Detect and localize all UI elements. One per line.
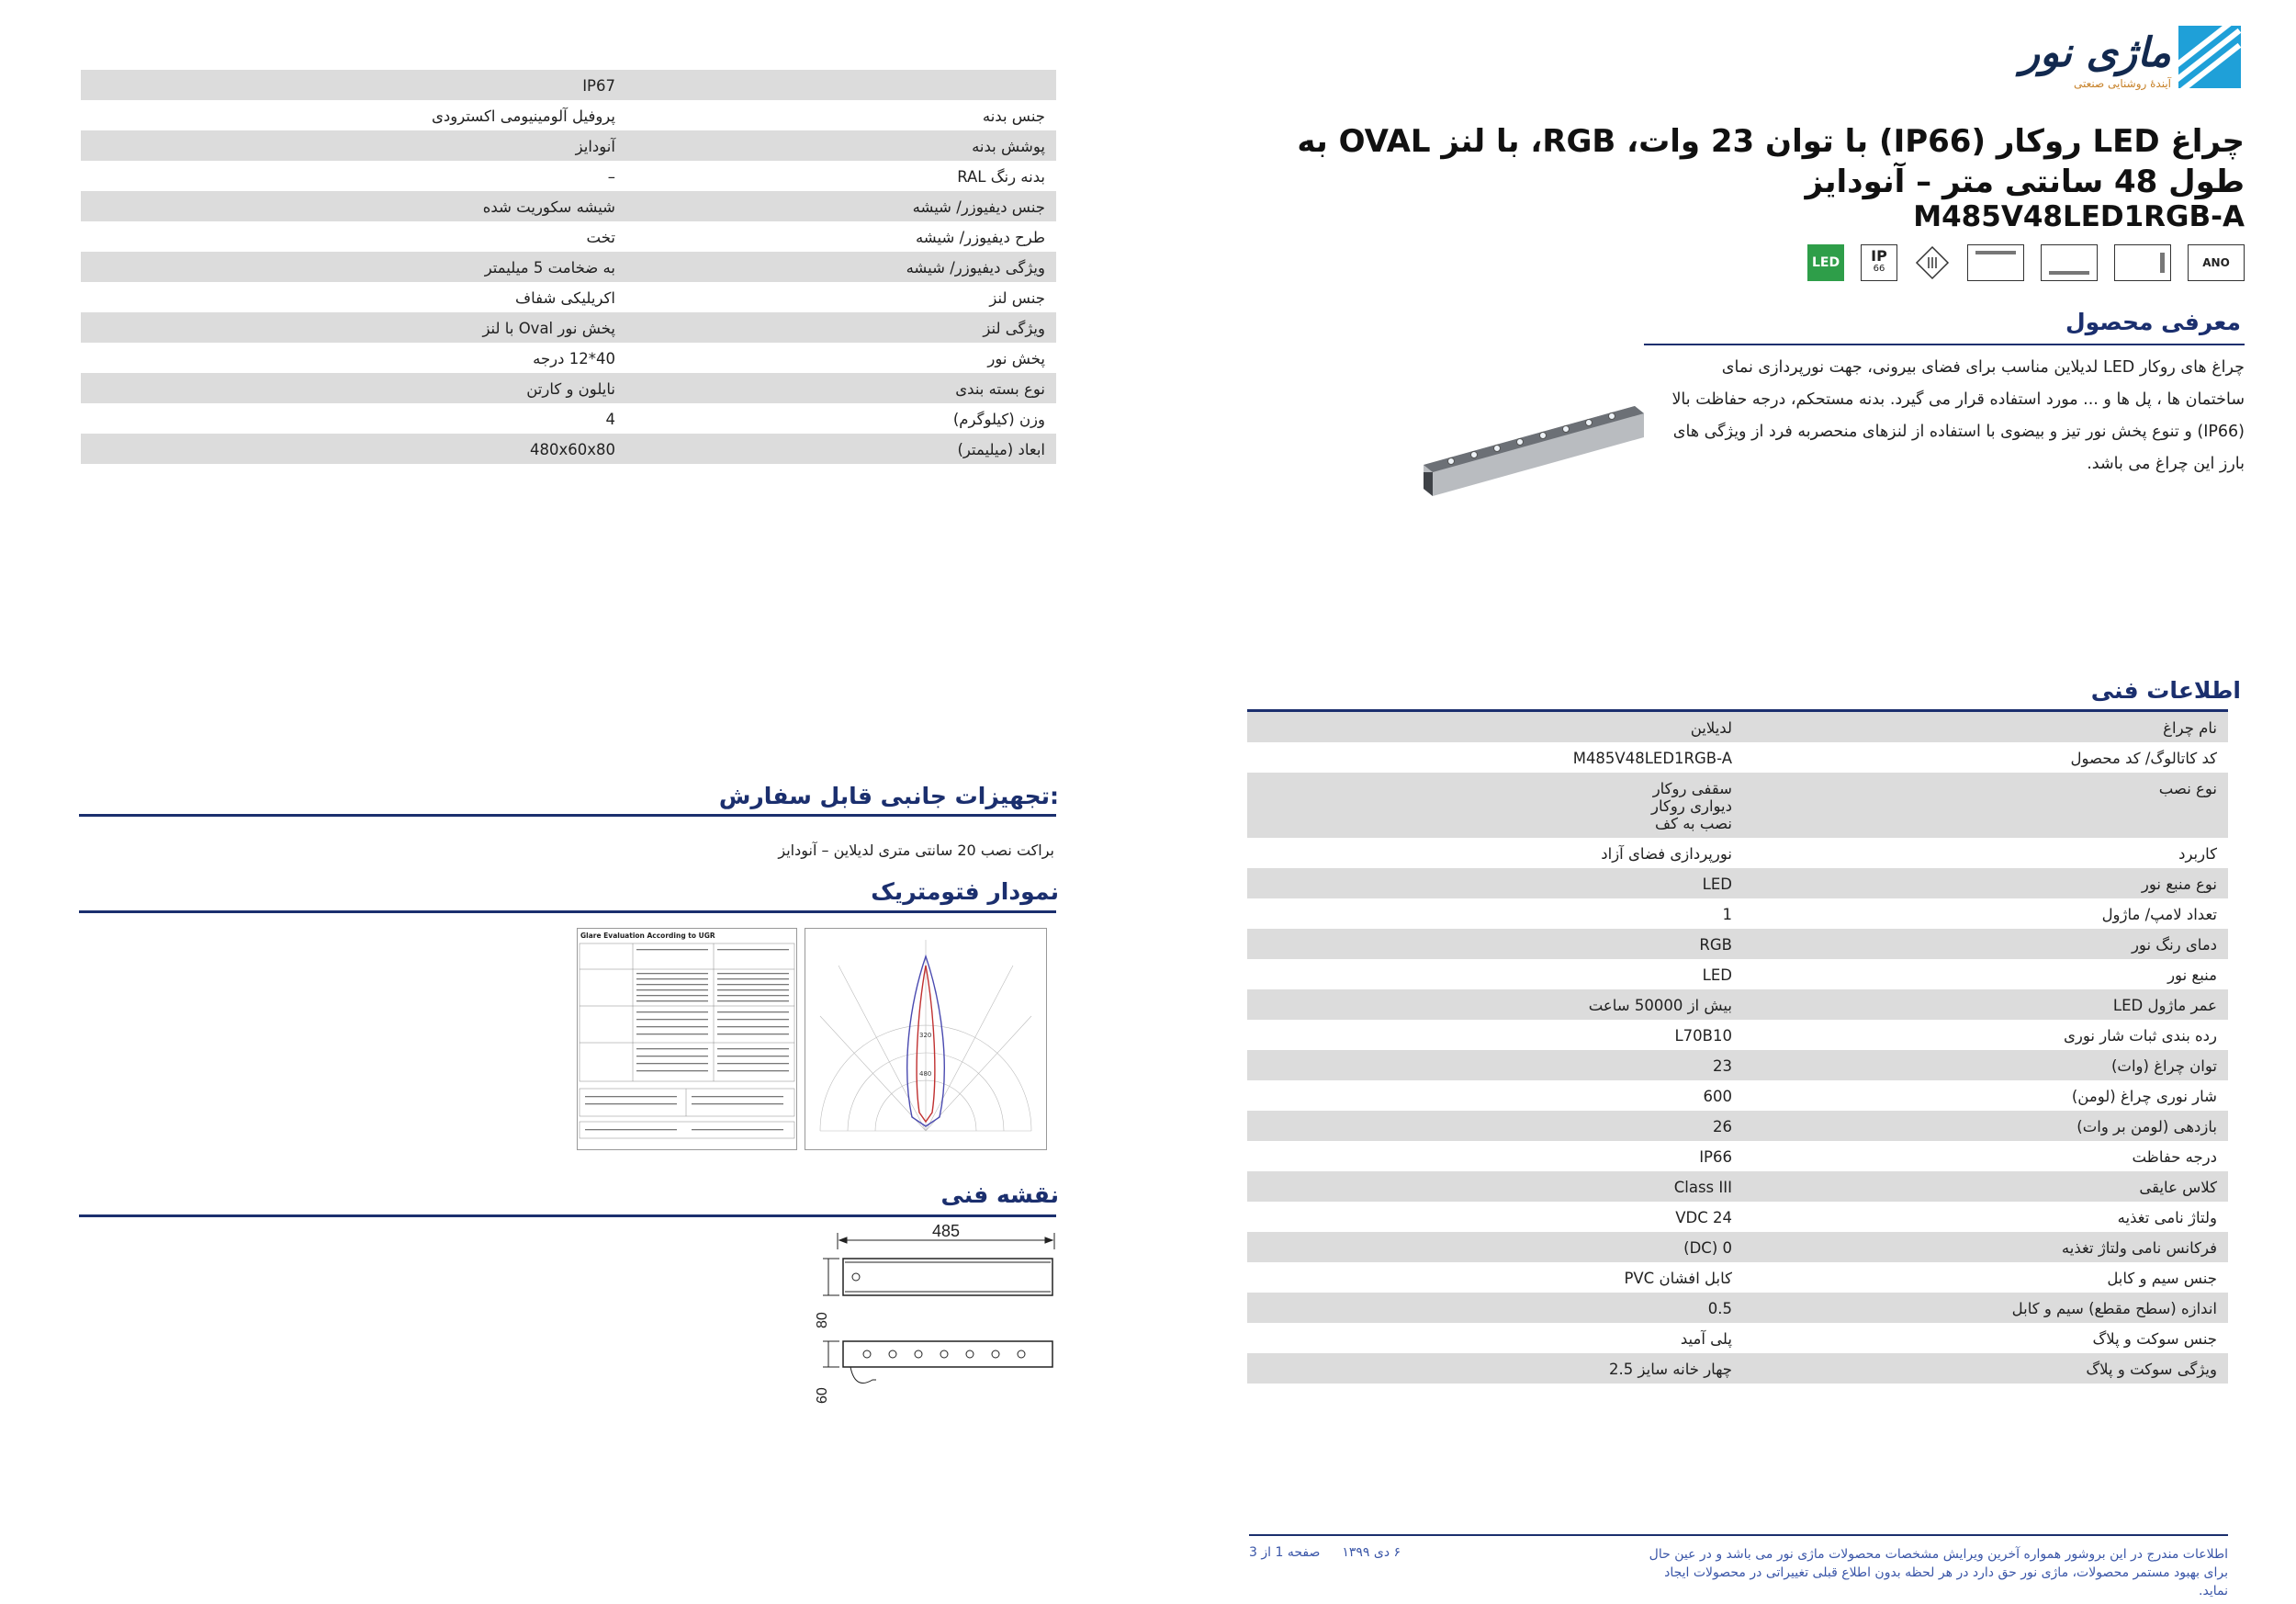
spec-value: 23 xyxy=(1713,1057,1732,1075)
spec-row xyxy=(1247,1323,2228,1353)
dim-height: 80 xyxy=(815,1312,830,1328)
spec-row xyxy=(1247,898,2228,929)
spec-key: ویژگی سوکت و پلاگ xyxy=(2086,1361,2217,1378)
spec-key: بازدهی (لومن بر وات) xyxy=(2077,1118,2217,1135)
spec-key: درجه حفاظت xyxy=(2132,1148,2217,1166)
spec-row xyxy=(81,343,1056,373)
tech-heading: اطلاعات فنی xyxy=(2090,677,2241,704)
spec-row xyxy=(1247,1111,2228,1141)
spec-value: 480x60x80 xyxy=(529,441,615,458)
spec-value: نایلون و کارتن xyxy=(526,380,615,398)
spec-value: L70B10 xyxy=(1674,1027,1732,1045)
spec-key: فرکانس نامی ولتاژ تغذیه xyxy=(2061,1239,2217,1257)
spec-row xyxy=(1247,1262,2228,1293)
spec-key: کد کاتالوگ/ کد محصول xyxy=(2070,750,2217,767)
brand-tagline: آیندهٔ روشنایی صنعتی xyxy=(2074,77,2171,90)
footer-page: صفحه 1 از 3 xyxy=(1249,1545,1321,1560)
spec-value: RGB xyxy=(1699,936,1732,954)
spec-value: نورپردازی فضای آزاد xyxy=(1601,845,1732,863)
spec-value: کابل افشان PVC xyxy=(1624,1270,1732,1287)
spec-row xyxy=(1247,959,2228,989)
footer-note: اطلاعات مندرج در این بروشور همواره آخرین ویرایش مشخصات محصولات ماژی نور می باشد و در عین حال برای بهبود مستمر محصولات، ماژی نور حق دارد در هر لحظه بدون اطلاع قبلی تغییراتی در محصولات ایجاد نماید. xyxy=(1649,1547,2228,1598)
spec-row xyxy=(81,221,1056,252)
spec-value: 1 xyxy=(1722,906,1732,923)
spec-value: 40*12 درجه xyxy=(533,350,615,367)
spec-key: عمر ماژول LED xyxy=(2112,997,2217,1014)
wall-mount-icon xyxy=(2114,244,2171,281)
spec-row xyxy=(81,130,1056,161)
tech-spec-table-continued xyxy=(81,70,1056,464)
ceiling-mount-icon xyxy=(1967,244,2024,281)
spec-key: نوع نصب xyxy=(2158,780,2217,797)
accessories-heading: تجهیزات جانبی قابل سفارش: xyxy=(718,783,1059,809)
spec-key: شار نوری چراغ (لومن) xyxy=(2071,1088,2217,1105)
spec-row xyxy=(81,312,1056,343)
polar-value-2: 480 xyxy=(919,1070,932,1078)
spec-row xyxy=(1247,1020,2228,1050)
spec-value: چهار خانه سایز 2.5 xyxy=(1609,1361,1732,1378)
ugr-table xyxy=(577,928,797,1150)
spec-row xyxy=(81,403,1056,434)
spec-key: ولتاژ نامی تغذیه xyxy=(2117,1209,2217,1226)
spec-row xyxy=(1247,773,2228,838)
spec-row xyxy=(1247,1232,2228,1262)
spec-value: بیش از 50000 ساعت xyxy=(1588,997,1732,1014)
product-title: چراغ LED روکار (IP66) با توان 23 وات، RGB، با لنز OVAL به طول 48 سانتی متر – آنودایز xyxy=(1297,123,2245,200)
spec-value: به ضخامت 5 میلیمتر xyxy=(484,259,615,277)
product-code: M485V48LED1RGB-A xyxy=(1913,200,2245,233)
footer xyxy=(1249,1534,2228,1598)
spec-key: پخش نور xyxy=(987,350,1045,367)
tech-spec-table xyxy=(1247,709,2228,1384)
product-image xyxy=(1414,401,1644,511)
spec-row xyxy=(1247,1293,2228,1323)
polar-chart xyxy=(805,929,1046,1149)
intro-text: چراغ های روکار LED لدیلاین مناسب برای فضای بیرونی، جهت نورپردازی نمای ساختمان ها ، پل ها و ... مورد استفاده قرار می گیرد. بدنه مستحکم، درجه حفاظت بالا (IP66) و تنوع پخش نور تیز و بیضوی با استفاده از لنزهای منحصربه فرد از ویژگی های بارز این چراغ می باشد. xyxy=(1671,358,2245,473)
spec-key: جنس بدنه xyxy=(982,107,1045,125)
spec-key: کلاس عایقی xyxy=(2139,1179,2217,1196)
spec-key: منبع نور xyxy=(2167,966,2217,984)
spec-value: پروفیل آلومینیومی اکسترودی xyxy=(431,107,615,125)
spec-key: نوع منبع نور xyxy=(2141,875,2217,893)
spec-value: 0.5 xyxy=(1707,1300,1732,1317)
spec-row xyxy=(81,252,1056,282)
spec-value: پلی آمید xyxy=(1680,1330,1732,1348)
spec-row xyxy=(1247,1353,2228,1384)
spec-row xyxy=(1247,1171,2228,1202)
spec-key: طرح دیفیوزر/ شیشه xyxy=(915,229,1045,246)
spec-key: جنس لنز xyxy=(989,289,1045,307)
spec-row xyxy=(81,191,1056,221)
spec-key: اندازه (سطح مقطع) سیم و کابل xyxy=(2011,1300,2217,1317)
spec-row xyxy=(81,100,1056,130)
spec-value: 0 (DC) xyxy=(1683,1239,1732,1257)
spec-key: بدنه رنگ RAL xyxy=(957,168,1045,186)
intro-heading: معرفی محصول xyxy=(2065,309,2241,335)
spec-row xyxy=(1247,989,2228,1020)
intro-heading-line xyxy=(1644,344,2245,345)
spec-key: ابعاد (میلیمتر) xyxy=(957,441,1045,458)
spec-value: 24 VDC xyxy=(1675,1209,1732,1226)
spec-value: آنودایز xyxy=(575,138,615,155)
spec-key: نوع بسته بندی xyxy=(955,380,1045,398)
spec-row xyxy=(81,70,1056,100)
spec-value: IP66 xyxy=(1699,1148,1732,1166)
spec-value: تخت xyxy=(586,229,615,246)
spec-value: LED xyxy=(1702,966,1732,984)
ip66-icon: IP 66 xyxy=(1861,244,1897,281)
spec-value: پخش نور Oval با لنز xyxy=(482,320,615,337)
ugr-grid xyxy=(578,942,796,1146)
brand-name: ماژی نور xyxy=(2020,29,2171,76)
photometric-heading: نمودار فتومتریک xyxy=(871,878,1059,905)
spec-key: جنس دیفیوزر/ شیشه xyxy=(912,198,1045,216)
spec-row xyxy=(81,282,1056,312)
photometric-line xyxy=(79,910,1056,913)
ugr-title: Glare Evaluation According to UGR xyxy=(580,932,715,940)
spec-value: 26 xyxy=(1713,1118,1732,1135)
logo-mark-icon xyxy=(2178,26,2241,88)
dim-width: 60 xyxy=(815,1387,830,1404)
spec-key: وزن (کیلوگرم) xyxy=(952,411,1045,428)
spec-row xyxy=(1247,1050,2228,1080)
spec-row xyxy=(1247,1141,2228,1171)
spec-key: دمای رنگ نور xyxy=(2131,936,2217,954)
floor-mount-icon xyxy=(2041,244,2098,281)
drawing-heading: نقشه فنی xyxy=(940,1181,1059,1208)
spec-value: اکریلیکی شفاف xyxy=(515,289,615,307)
spec-key: توان چراغ (وات) xyxy=(2110,1057,2217,1075)
ano-icon: ANO xyxy=(2188,244,2245,281)
spec-row xyxy=(1247,868,2228,898)
spec-key: تعداد لامپ/ ماژول xyxy=(2101,906,2217,923)
spec-key: جنس سیم و کابل xyxy=(2107,1270,2217,1287)
accessories-line xyxy=(79,814,1056,817)
spec-value: سقفی روکار دیواری روکار نصب به کف xyxy=(1651,780,1732,832)
spec-value: Class III xyxy=(1673,1179,1732,1196)
dim-length: 485 xyxy=(931,1224,961,1240)
spec-row xyxy=(1247,838,2228,868)
accessory-item: براکت نصب 20 سانتی متری لدیلاین – آنودایز xyxy=(778,842,1054,859)
spec-value: 600 xyxy=(1703,1088,1732,1105)
spec-key: ویژگی دیفیوزر/ شیشه xyxy=(906,259,1045,277)
spec-row xyxy=(81,373,1056,403)
spec-value: M485V48LED1RGB-A xyxy=(1572,750,1732,767)
footer-date: ۶ دی ۱۳۹۹ xyxy=(1342,1545,1401,1560)
spec-row xyxy=(1247,1202,2228,1232)
feature-icons xyxy=(1807,244,2245,281)
technical-drawing xyxy=(808,1224,1056,1426)
spec-key: پوشش بدنه xyxy=(972,138,1045,155)
brand-logo xyxy=(1965,26,2241,97)
footer-page-info xyxy=(1249,1545,1401,1560)
drawing-line xyxy=(79,1214,1056,1217)
spec-value: 4 xyxy=(605,411,615,428)
spec-row xyxy=(1247,712,2228,742)
spec-value: – xyxy=(607,168,615,186)
polar-value-1: 320 xyxy=(919,1032,932,1039)
spec-row xyxy=(1247,929,2228,959)
spec-value: شیشه سکوریت شده xyxy=(482,198,615,216)
led-icon: LED xyxy=(1807,244,1844,281)
spec-key: ویژگی لنز xyxy=(983,320,1045,337)
spec-row xyxy=(81,161,1056,191)
class-iii-icon xyxy=(1914,244,1951,281)
spec-value: LED xyxy=(1702,875,1732,893)
spec-row xyxy=(1247,742,2228,773)
spec-key: جنس سوکت و پلاگ xyxy=(2092,1330,2217,1348)
polar-diagram xyxy=(805,928,1047,1150)
spec-key: کاربرد xyxy=(2178,845,2217,863)
spec-row xyxy=(81,434,1056,464)
spec-key: رده بندی ثبات شار نوری xyxy=(2063,1027,2217,1045)
spec-row xyxy=(1247,1080,2228,1111)
spec-value: IP67 xyxy=(582,77,615,95)
spec-key: نام چراغ xyxy=(2163,719,2217,737)
spec-value: لدیلاین xyxy=(1690,719,1732,737)
spec-key xyxy=(615,70,1056,100)
